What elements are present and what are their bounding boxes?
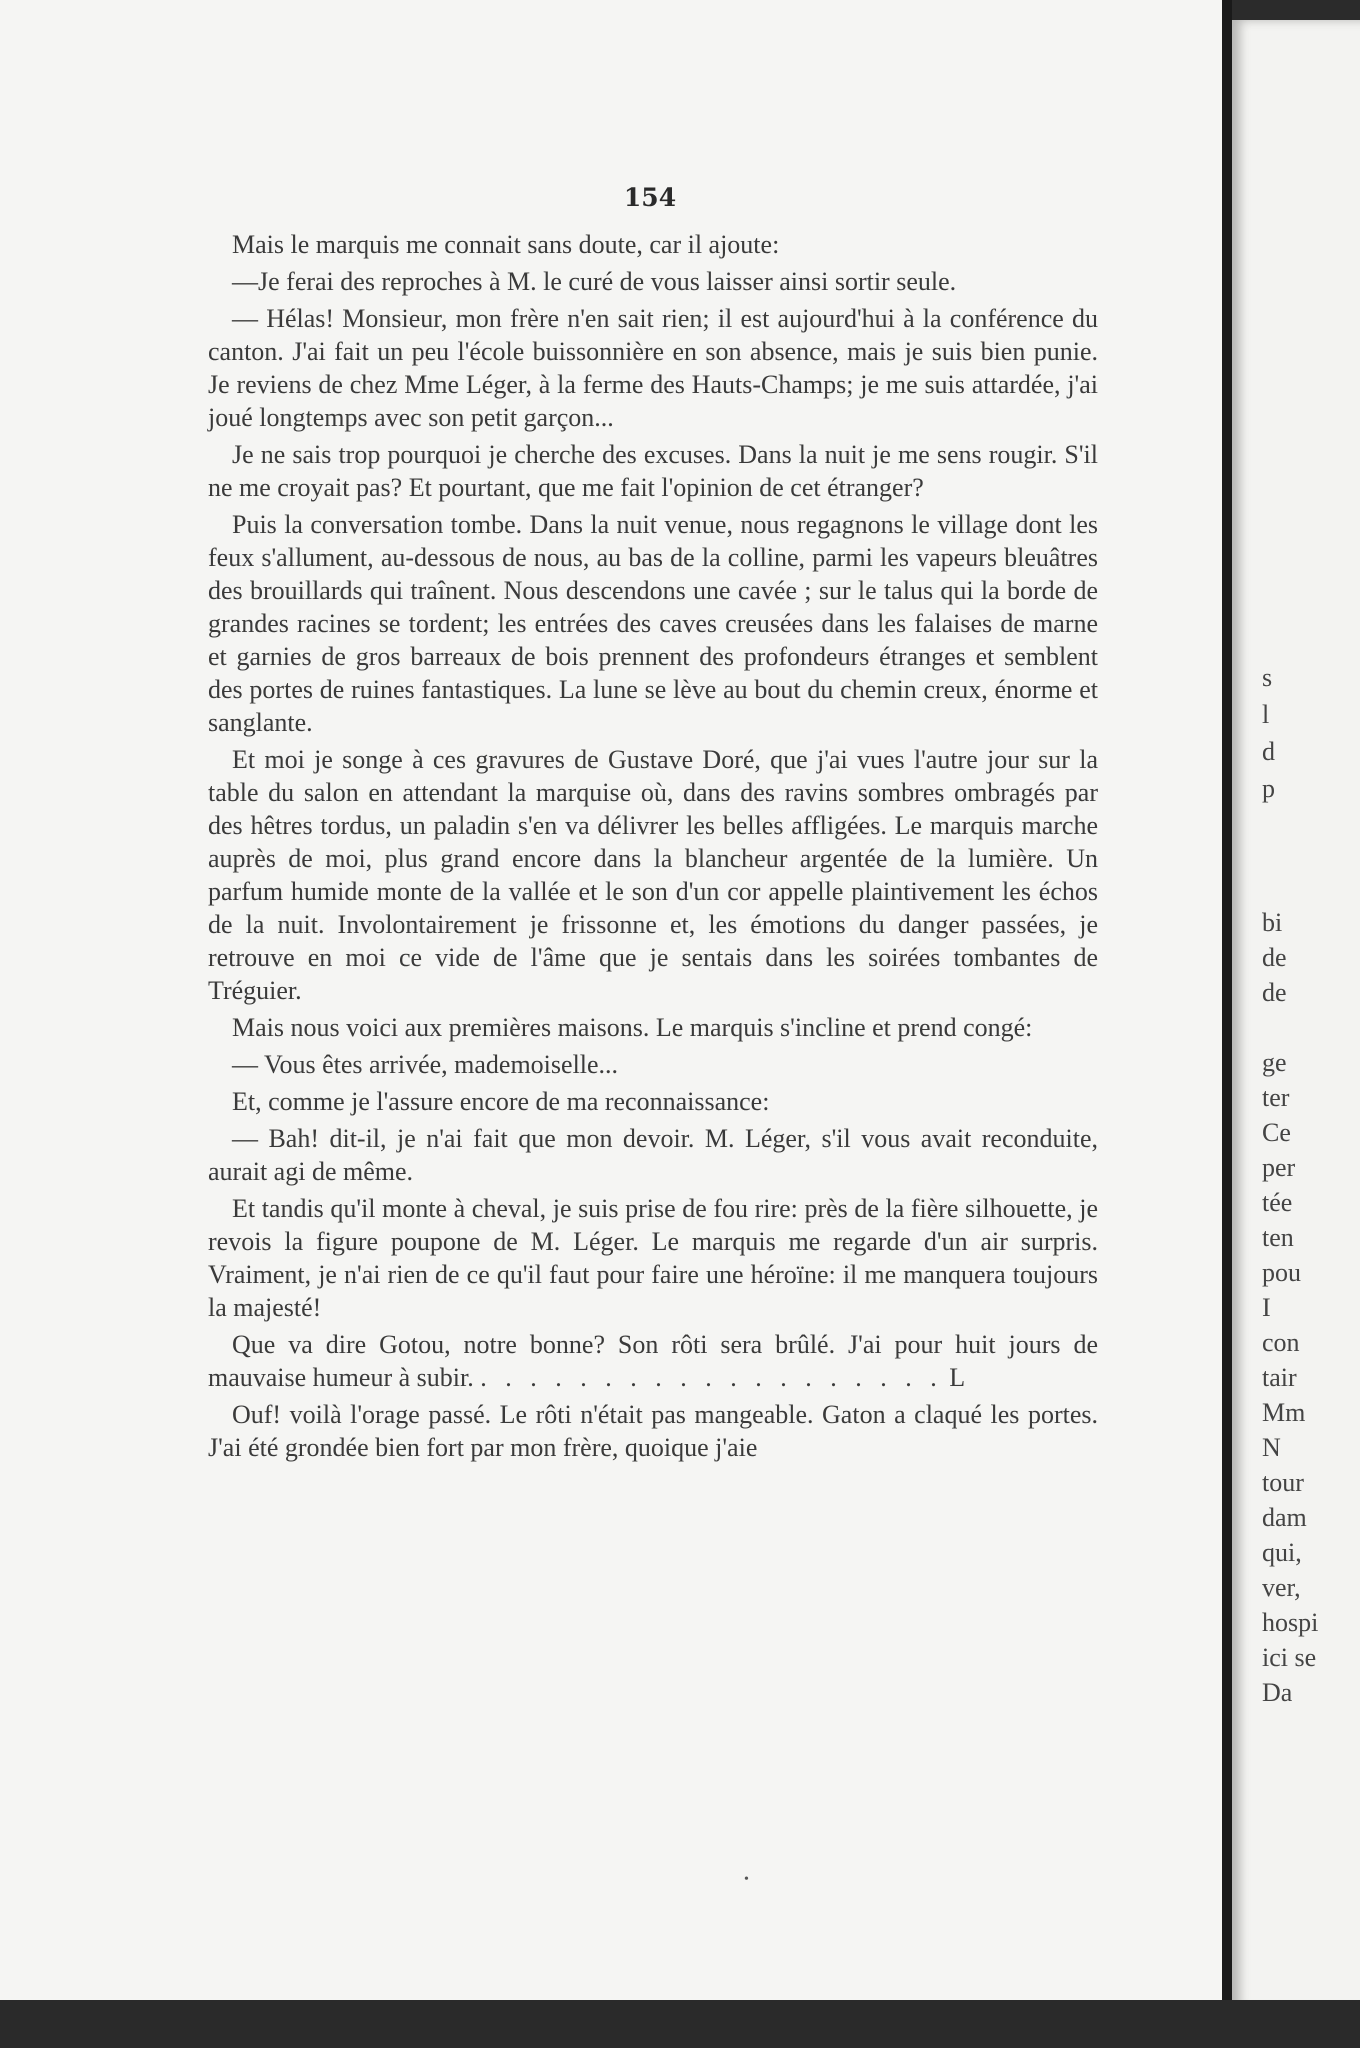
facing-page-fragment: ten [1262,1223,1294,1252]
paragraph: Et, comme je l'assure encore de ma reconnaissance: [232,1087,770,1116]
facing-page-fragment: ici se [1262,1643,1317,1672]
paragraph: Je ne sais trop pourquoi je cherche des excuses. Dans la nuit je me sens rougir. S'il ne me croyait pas? Et pourtant, que me fait l'opinion de cet étranger? [208,440,1098,502]
paragraph-with-marker [208,1328,1098,1394]
paragraph: Que va dire Gotou, notre bonne? Son rôti sera brûlé. J'ai pour huit jours de mauvaise humeur à subir. [208,1330,1098,1392]
facing-page-fragment: bi [1262,908,1283,937]
page-number: 154 [623,183,677,212]
facing-page-fragment: con [1262,1328,1300,1357]
paragraph: —Je ferai des reproches à M. le curé de vous laisser ainsi sortir seule. [232,267,957,296]
facing-page-fragment: tair [1262,1363,1297,1392]
paragraph: — Hélas! Monsieur, mon frère n'en sait rien; il est aujourd'hui à la conférence du canton. J'ai fait un peu l'école buissonnière en son absence, mais je suis bien punie. Je reviens de chez Mme Léger, à la ferme des Hauts-Champs; je me suis attardée, j'ai joué longtemps avec son petit garçon... [208,304,1098,432]
facing-page-fragment: l [1262,700,1270,729]
facing-page-fragment: N [1262,1433,1281,1462]
facing-page-fragment: Da [1262,1678,1293,1707]
facing-page-fragment: per [1262,1153,1296,1182]
facing-page-fragment: Ce [1262,1118,1291,1147]
paragraph: Mais nous voici aux premières maisons. Le marquis s'incline et prend congé: [232,1013,1033,1042]
facing-page-fragment: Mm [1262,1398,1306,1427]
facing-page-fragment: hospi [1262,1608,1319,1637]
paragraph: Et moi je songe à ces gravures de Gustave Doré, que j'ai vues l'autre jour sur la table du salon en attendant la marquise où, dans des ravins sombres ombragés par des hêtres tordus, un paladin s'en va délivrer les belles affligées. Le marquis marche auprès de moi, plus grand encore dans la blancheur argentée de la lumière. Un parfum humide monte de la vallée et le son d'un cor appelle plaintivement les échos de la nuit. Involontairement je frissonne et, les émotions du danger passées, je retrouve en moi ce vide de l'âme que je sentais dans les soirées tombantes de Tréguier. [208,745,1098,1005]
leader-dots: . . . . . . . . . . . . . . . . . . . [480,1363,943,1392]
facing-page-fragment: pou [1262,1258,1301,1287]
paragraph: Puis la conversation tombe. Dans la nuit venue, nous regagnons le village dont les feux s'allument, au-dessous de nous, au bas de la colline, parmi les vapeurs bleuâtres des brouillards qui traînent. Nous descendons une cavée ; sur le talus qui la borde de grandes racines se tordent; les entrées des caves creusées dans les falaises de marne et garnies de gros barreaux de bois prennent des profondeurs étranges et semblent des portes de ruines fantastiques. La lune se lève au bout du chemin creux, énorme et sanglante. [208,510,1098,737]
facing-page-fragment: tour [1262,1468,1304,1497]
facing-page-fragment: qui, [1262,1538,1302,1567]
facing-page-fragment: ge [1262,1048,1287,1077]
facing-page-fragment: p [1262,774,1275,803]
paragraph: Mais le marquis me connait sans doute, car il ajoute: [232,230,780,259]
speck: • [744,1872,749,1887]
page-text [208,228,1098,1468]
facing-page-fragment: de [1262,943,1287,972]
facing-page-fragment: de [1262,978,1287,1007]
paragraph: — Vous êtes arrivée, mademoiselle... [232,1050,619,1079]
facing-page-fragment: s [1262,663,1273,692]
right-page-edge [1232,20,1360,2010]
paragraph: Et tandis qu'il monte à cheval, je suis prise de fou rire: près de la fière silhouette, je revois la figure poupone de M. Léger. Le marquis me regarde d'un air surpris. Vraiment, je n'ai rien de ce qu'il faut pour faire une héroïne: il me manquera toujours la majesté! [208,1194,1098,1322]
scan-border [0,2000,1360,2048]
facing-page-fragment: ver, [1262,1573,1301,1602]
facing-page-fragment: ter [1262,1083,1290,1112]
facing-page-fragment: d [1262,737,1275,766]
facing-page-fragment: tée [1262,1188,1293,1217]
facing-page-fragment: dam [1262,1503,1307,1532]
section-marker: L [949,1363,966,1392]
paragraph: — Bah! dit-il, je n'ai fait que mon devoir. M. Léger, s'il vous avait reconduite, aurait agi de même. [208,1124,1098,1186]
facing-page-fragment: I [1262,1293,1271,1322]
book-gutter [1222,0,1232,2048]
paragraph: Ouf! voilà l'orage passé. Le rôti n'était pas mangeable. Gaton a claqué les portes. J'ai été grondée bien fort par mon frère, quoique j'aie [208,1400,1098,1462]
